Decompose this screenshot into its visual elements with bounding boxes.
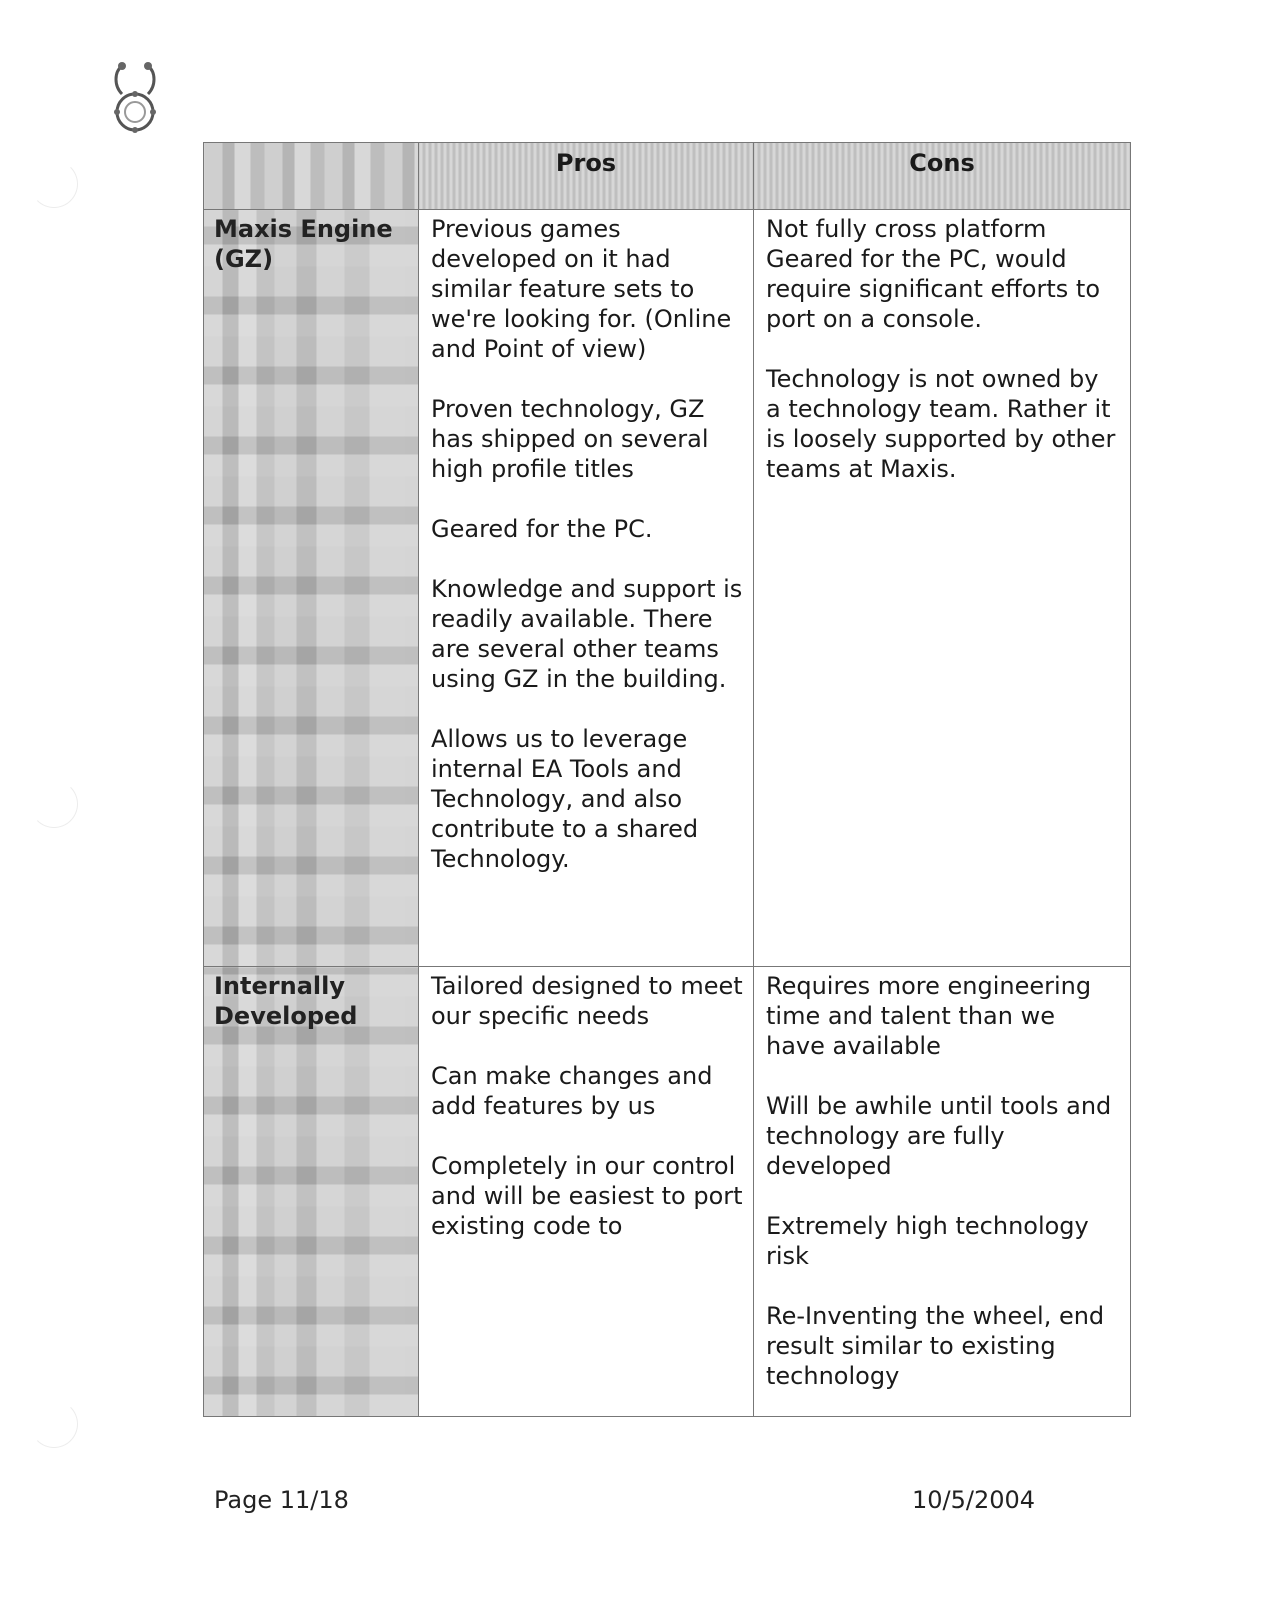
- cons-item: Will be awhile until tools and technology are fully developed: [766, 1092, 1112, 1180]
- punch-hole-top: [30, 160, 78, 208]
- pros-item: Can make changes and add features by us: [431, 1062, 713, 1120]
- page-number: Page 11/18: [214, 1486, 349, 1514]
- document-date: 10/5/2004: [912, 1486, 1036, 1514]
- cons-cell: [754, 210, 1131, 967]
- pros-cell: [419, 967, 754, 1417]
- pros-item: Geared for the PC.: [431, 515, 653, 543]
- cons-item: Not fully cross platform Geared for the PC, would require significant efforts to port on a console.: [766, 215, 1100, 333]
- cons-item: Re-Inventing the wheel, end result similar to existing technology: [766, 1302, 1105, 1390]
- pros-item: Tailored designed to meet our specific needs: [431, 972, 743, 1030]
- pros-item: Previous games developed on it had similar feature sets to we're looking for. (Online and Point of view): [431, 215, 732, 363]
- pros-item: Knowledge and support is readily available. There are several other teams using GZ in the building.: [431, 575, 743, 693]
- pros-column-header: Pros: [419, 143, 754, 210]
- cons-item: Technology is not owned by a technology team. Rather it is loosely supported by other teams at Maxis.: [766, 365, 1116, 483]
- cons-item: Extremely high technology risk: [766, 1212, 1089, 1270]
- punch-hole-middle: [30, 780, 78, 828]
- pros-item: Completely in our control and will be easiest to port existing code to: [431, 1152, 743, 1240]
- row-label-maxis-engine: Maxis Engine (GZ): [204, 210, 419, 967]
- punch-hole-bottom: [30, 1400, 78, 1448]
- pros-item: Allows us to leverage internal EA Tools and Technology, and also contribute to a shared Technology.: [431, 725, 699, 873]
- pros-item: Proven technology, GZ has shipped on several high profile titles: [431, 395, 709, 483]
- table-header-row: [204, 143, 1131, 210]
- comparison-table: [203, 142, 1131, 1417]
- cons-item: Requires more engineering time and talent than we have available: [766, 972, 1092, 1060]
- cons-column-header: Cons: [754, 143, 1131, 210]
- table-row: [204, 210, 1131, 967]
- cons-cell: [754, 967, 1131, 1417]
- company-logo: [104, 60, 166, 140]
- header-corner-cell: [204, 143, 419, 210]
- pros-cell: [419, 210, 754, 967]
- table-row: [204, 967, 1131, 1417]
- row-label-internally-developed: Internally Developed: [204, 967, 419, 1417]
